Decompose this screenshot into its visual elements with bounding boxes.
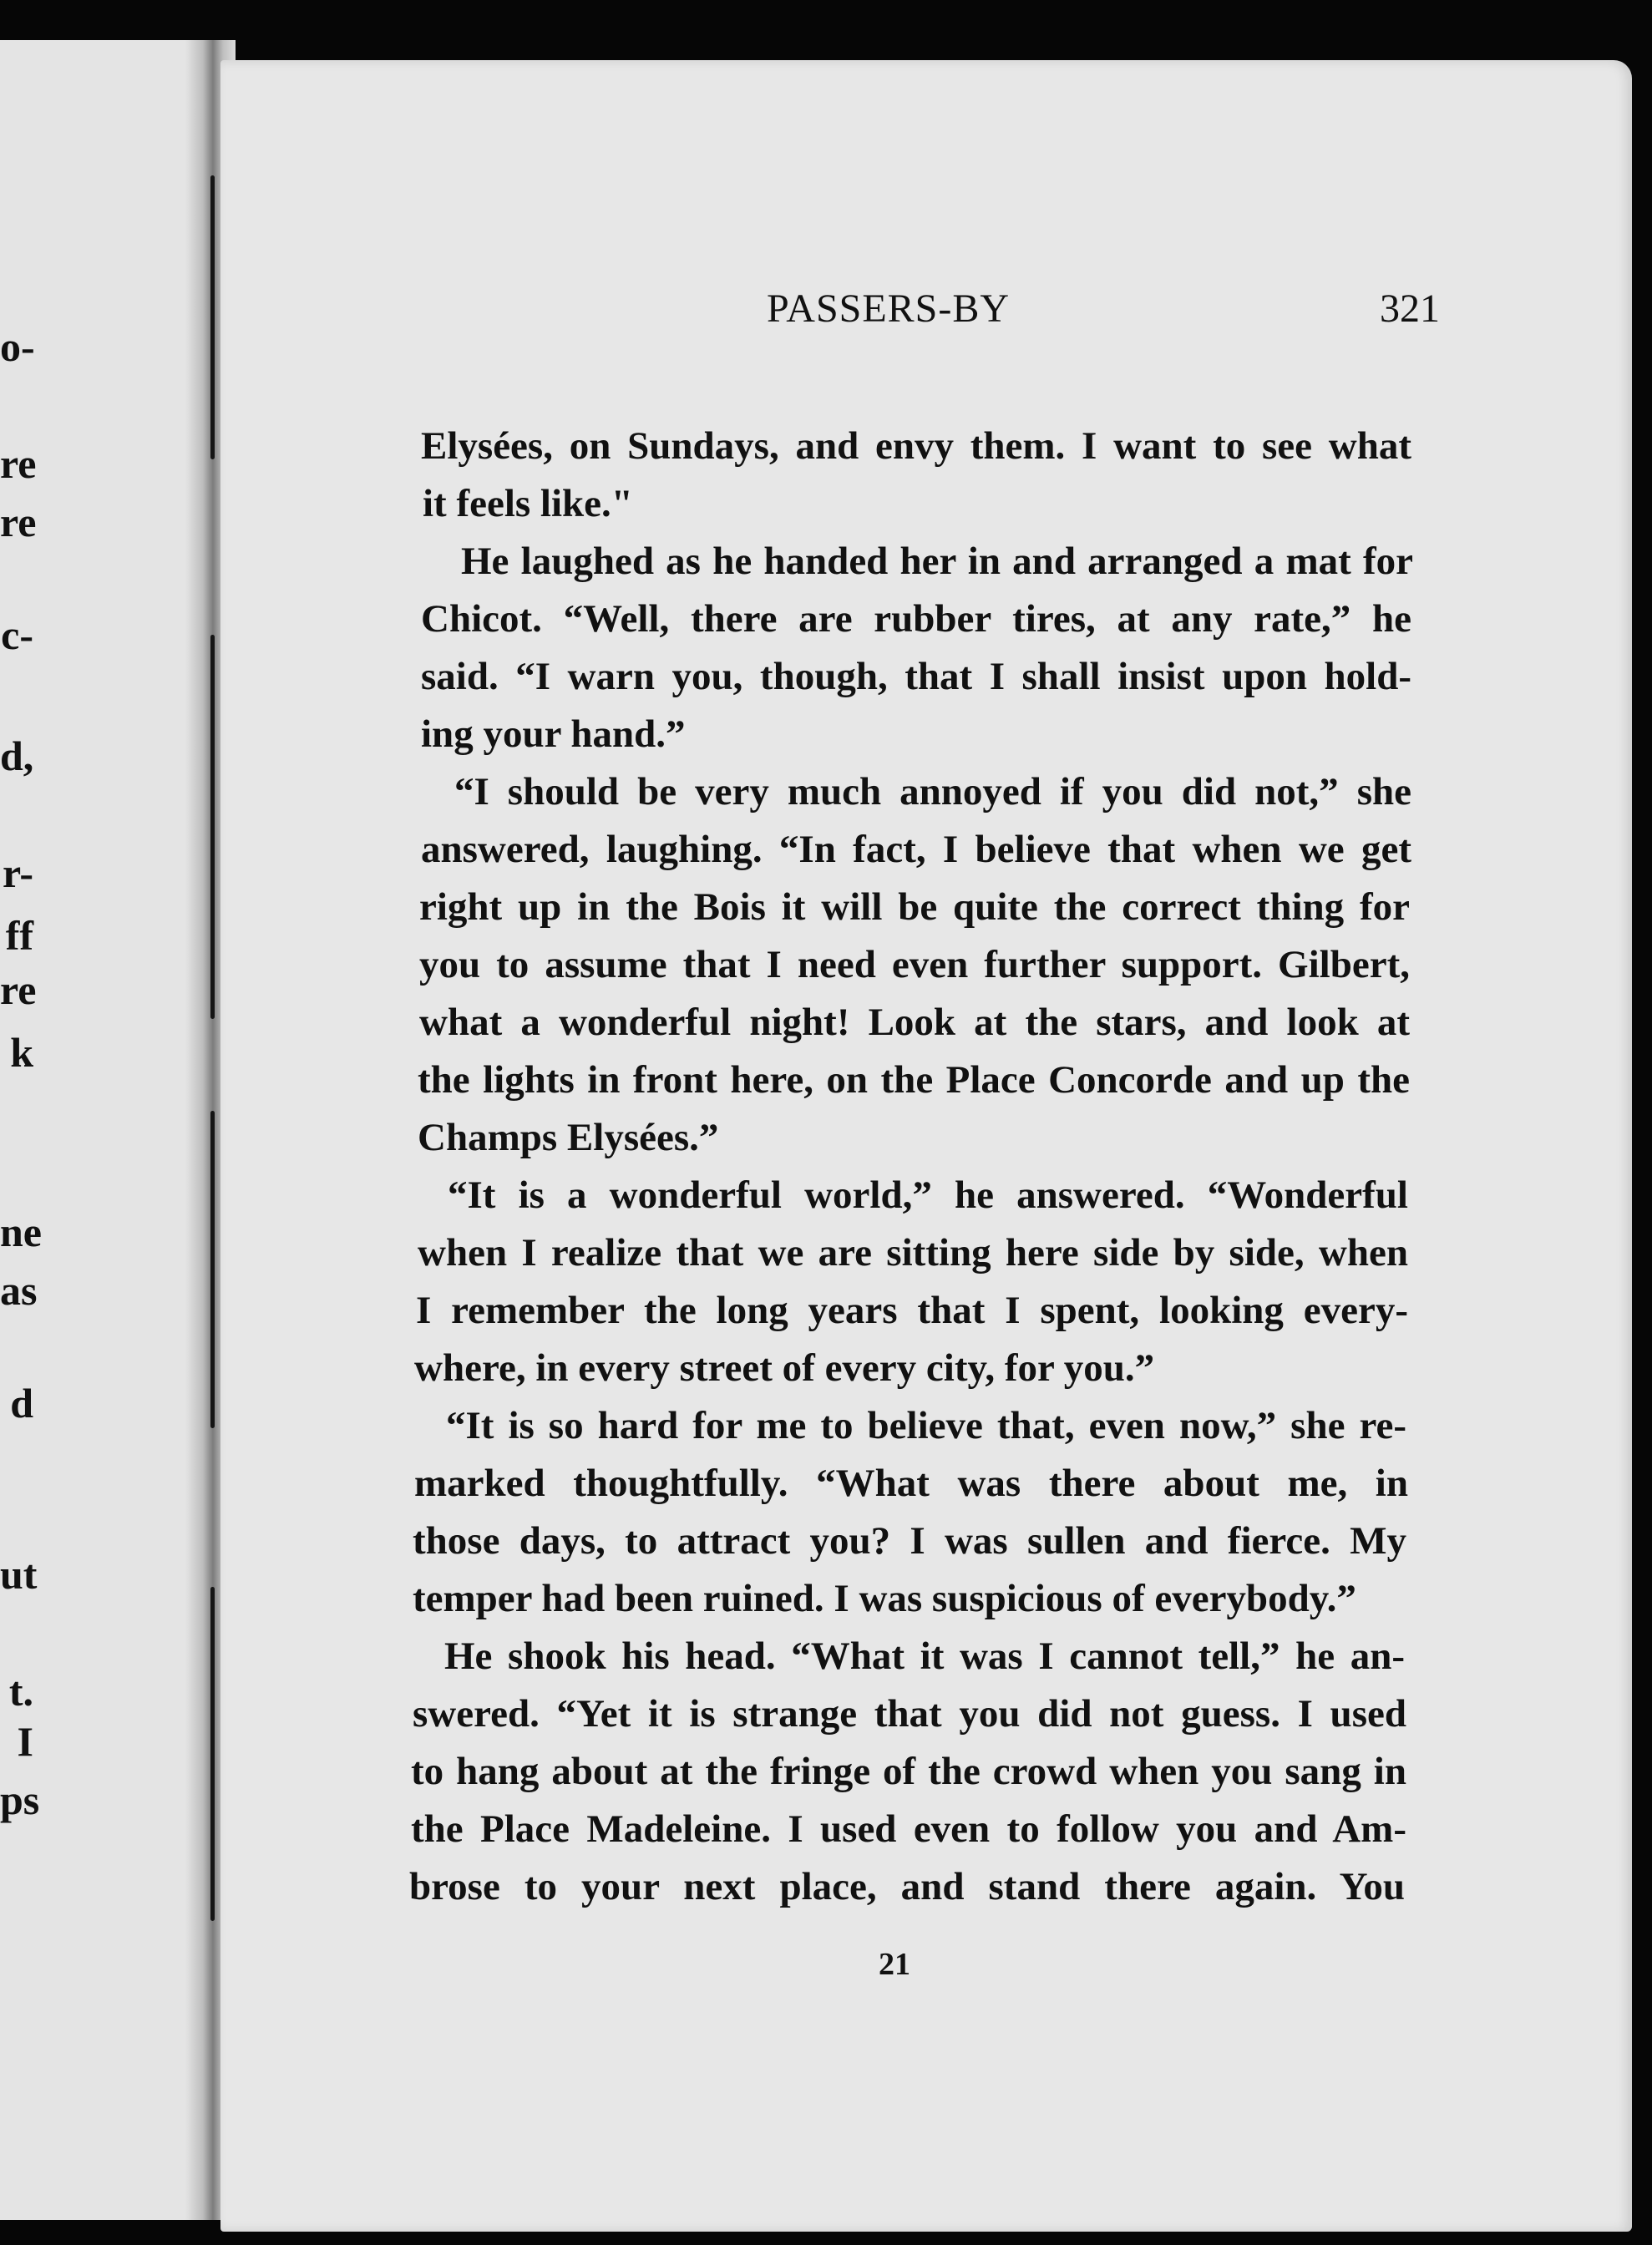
binding-stitch [210,175,215,459]
text-line: He shook his head. “What it was I cannot tell,” he an- [444,1634,1405,1678]
text-line: the Place Madeleine. I used even to follow you and Am- [411,1807,1406,1851]
left-page-fragment: ut [0,1551,38,1598]
left-page-fragment: re [0,499,37,545]
page-number: 321 [1380,286,1440,331]
text-line: when I realize that we are sitting here side by side, when [418,1231,1408,1275]
left-page-fragment: ne [0,1209,42,1255]
text-line: ing your hand.” [421,712,686,756]
left-page-fragment: re [0,966,37,1013]
left-page-fragment: t. [8,1668,33,1715]
body-text [220,60,1632,2232]
left-page-fragment: c- [1,611,33,658]
left-page-fragment: o- [0,323,35,370]
text-line: Champs Elysées.” [418,1116,719,1159]
text-line: swered. “Yet it is strange that you did not guess. I used [413,1692,1406,1736]
text-line: I remember the long years that I spent, looking every- [416,1289,1408,1332]
text-line: what a wonderful night! Look at the stars, and look at [419,1001,1410,1044]
text-line: brose to your next place, and stand there again. You [409,1865,1405,1908]
left-page-fragment: ff [5,912,33,959]
running-title: PASSERS-BY [767,286,1011,331]
text-line: Chicot. “Well, there are rubber tires, at any rate,” he [421,597,1411,641]
left-page-fragment: re [0,440,37,487]
text-line: “It is a wonderful world,” he answered. “Wonderful [448,1173,1408,1217]
text-line: He laughed as he handed her in and arranged a mat for [461,540,1413,583]
binding-stitch [210,1111,215,1428]
text-line: temper had been ruined. I was suspicious of everybody.” [413,1577,1356,1620]
text-line: it feels like." [423,482,633,525]
text-line: Elysées, on Sundays, and envy them. I want to see what [421,424,1411,468]
text-line: those days, to attract you? I was sullen and fierce. My [413,1519,1406,1563]
binding-stitch [210,635,215,1019]
signature-mark: 21 [879,1947,910,1982]
left-page-fragment: d [10,1380,33,1427]
text-line: marked thoughtfully. “What was there about me, in [414,1462,1408,1505]
left-page-fragment: ps [0,1776,40,1823]
text-line: said. “I warn you, though, that I shall insist upon hold- [421,655,1411,698]
text-line: “It is so hard for me to believe that, even now,” she re- [446,1404,1406,1447]
text-line: the lights in front here, on the Place Concorde and up the [418,1058,1410,1102]
text-line: “I should be very much annoyed if you did not,” she [454,770,1411,813]
left-page-fragment: d, [0,732,34,779]
text-line: answered, laughing. “In fact, I believe that when we get [421,828,1411,871]
left-page-fragment: k [10,1029,33,1076]
text-line: where, in every street of every city, for you.” [414,1346,1155,1390]
binding-stitch [210,1587,215,1921]
left-page-fragment: as [0,1267,38,1314]
text-line: to hang about at the fringe of the crowd when you sang in [411,1750,1406,1793]
left-page-fragment: I [17,1718,33,1765]
text-line: right up in the Bois it will be quite the correct thing for [419,885,1410,929]
left-page-fragment: r- [3,849,33,896]
text-line: you to assume that I need even further support. Gilbert, [419,943,1410,986]
right-page [220,60,1632,2232]
